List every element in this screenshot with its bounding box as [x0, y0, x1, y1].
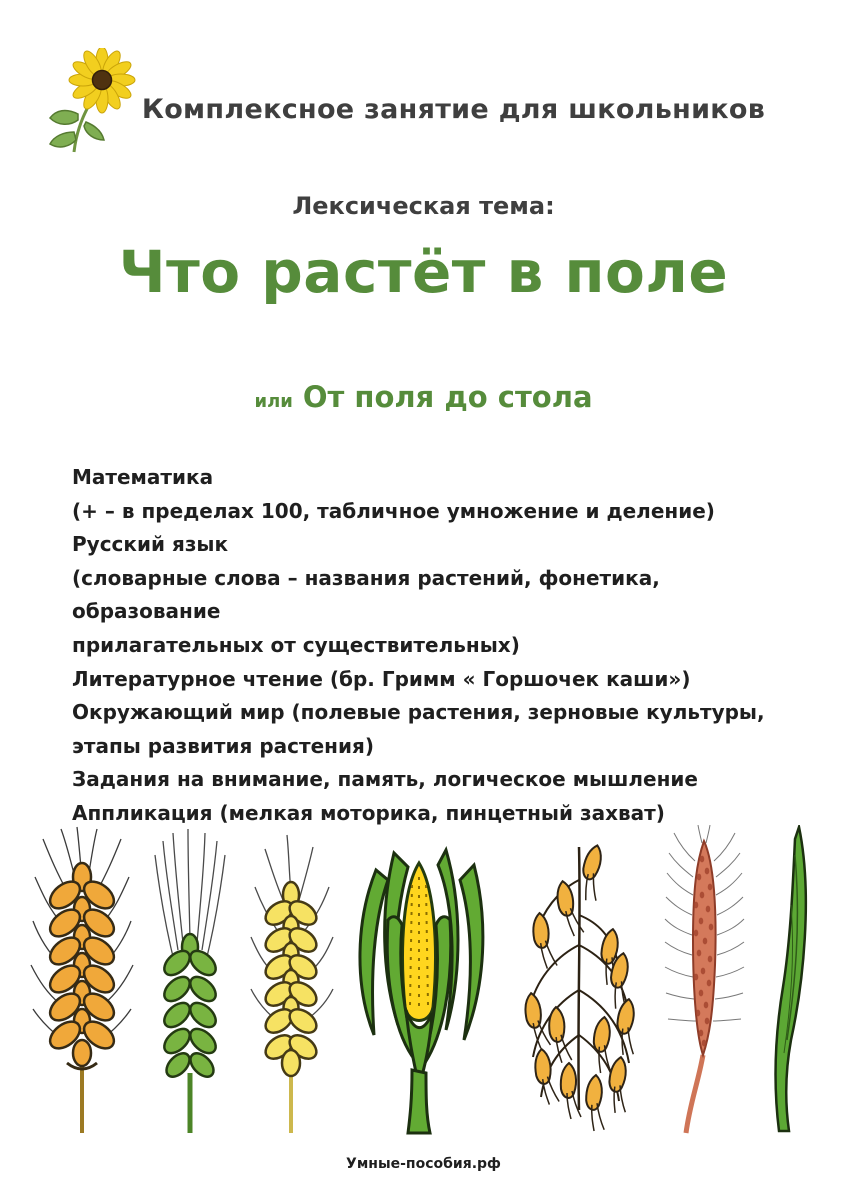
- site-footer: Умные-пособия.рф: [346, 1156, 501, 1172]
- lexical-topic-label: Лексическая тема:: [292, 192, 555, 220]
- subjects-list: [72, 461, 788, 831]
- subject-line: Окружающий мир (полевые растения, зерновые культуры,: [72, 700, 765, 725]
- subject-line: прилагательных от существительных): [72, 632, 520, 657]
- oat-panicle-icon: [499, 825, 654, 1135]
- page-header-title: Комплексное занятие для школьников: [141, 94, 766, 125]
- subject-line: (+ – в пределах 100, табличное умножение и деление): [72, 498, 715, 523]
- pale-wheat-ear-icon: [243, 825, 338, 1135]
- cereal-plants-illustration: [0, 822, 847, 1135]
- main-title: Что растёт в поле: [118, 238, 729, 306]
- subject-line: (словарные слова – названия растений, фонетика, образование: [72, 565, 660, 624]
- subject-line: Аппликация (мелкая моторика, пинцетный захват): [72, 800, 665, 825]
- subject-line: Русский язык: [72, 532, 229, 557]
- grass-blade-icon: [755, 825, 820, 1135]
- subject-line: Задания на внимание, память, логическое мышление: [72, 767, 698, 792]
- subject-line: Математика: [72, 465, 214, 489]
- alt-title: [0, 380, 847, 414]
- alt-title-text: От поля до стола: [302, 380, 593, 414]
- millet-spike-icon: [662, 825, 747, 1135]
- subject-line: Литературное чтение (бр. Гримм « Горшочек каши»): [72, 666, 691, 691]
- ripe-wheat-ear-icon: [27, 825, 137, 1135]
- subject-line: этапы развития растения): [72, 733, 374, 758]
- green-barley-ear-icon: [145, 825, 235, 1135]
- corn-cob-icon: [346, 825, 491, 1135]
- alt-title-prefix: или: [254, 391, 293, 412]
